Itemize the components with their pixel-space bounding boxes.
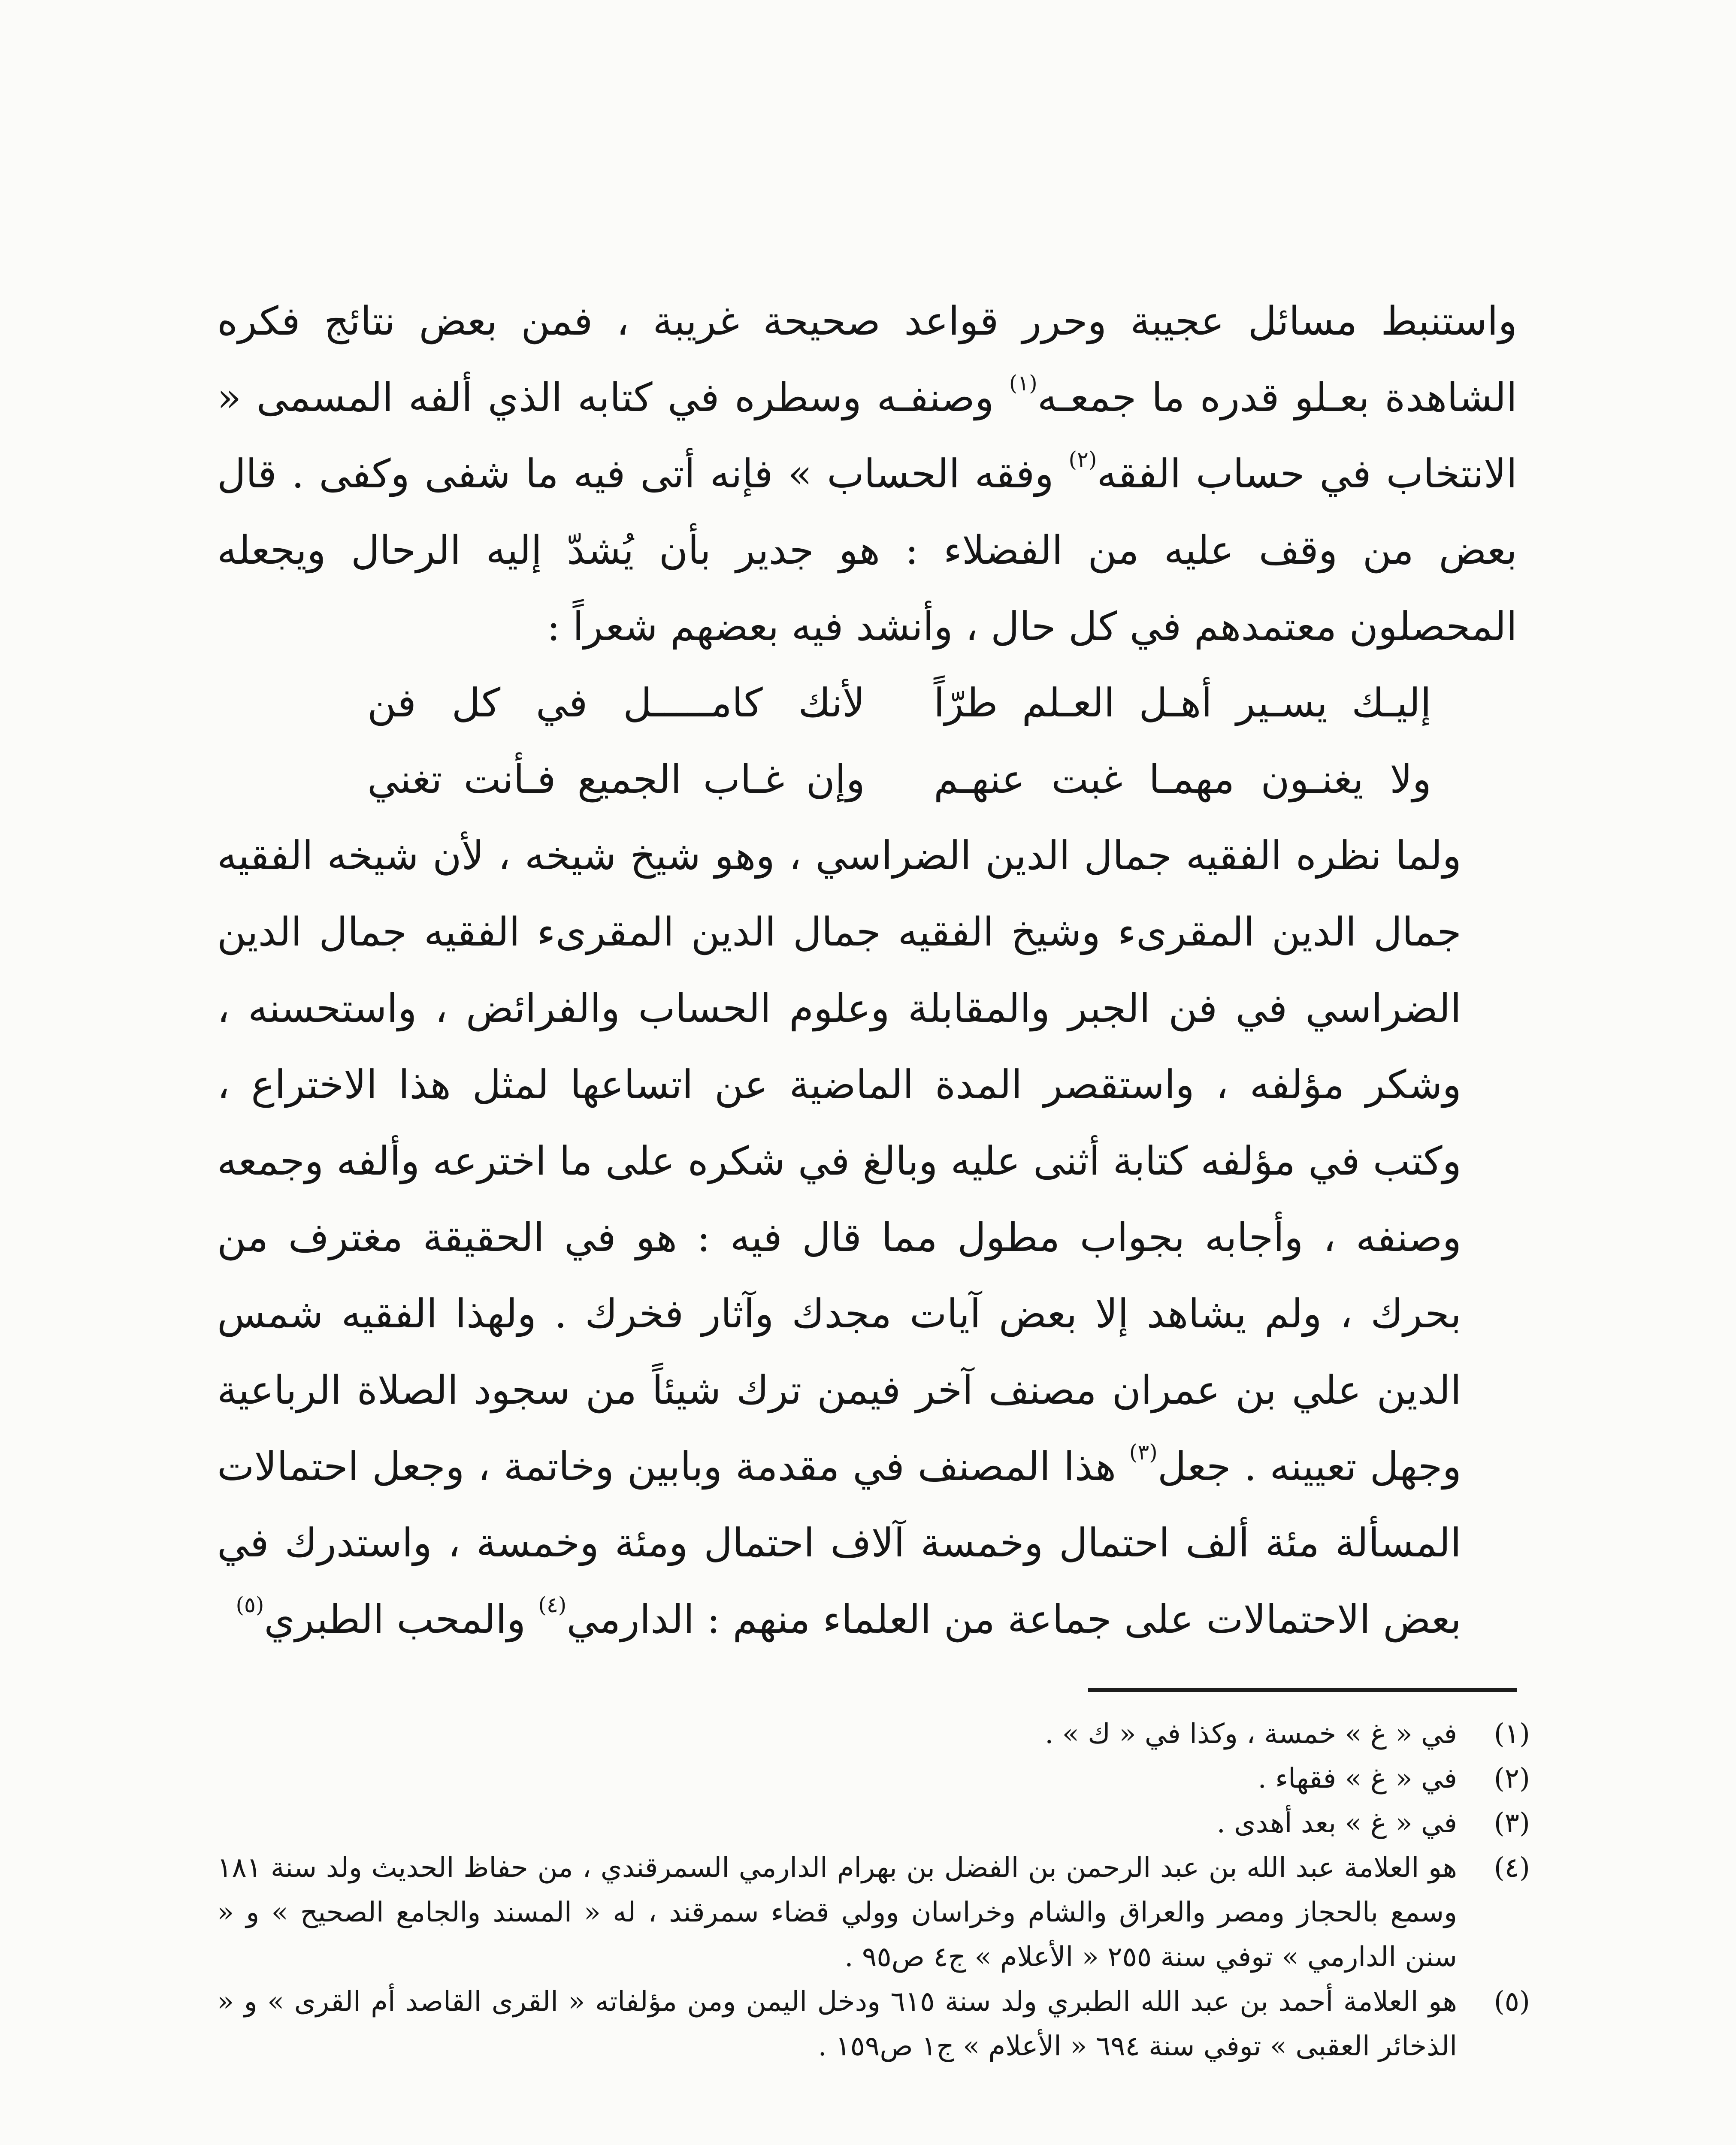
verse-line-2 — [367, 741, 1431, 818]
footnote-3-text: في « غ » بعد أهدى . — [1216, 1807, 1457, 1839]
paragraph-1-part-c: وفقه الحساب » فإنه أتى فيه ما شفى وكفى . قال بعض من وقف عليه من الفضلاء : هو جدير بأن يُشدّ إليه الرحال ويجعله المحصلون معتمدهم في كل حال ، وأنشد فيه بعضهم شعراً : — [217, 451, 1517, 650]
footnote-ref-3: (٣) — [1129, 1440, 1158, 1465]
paragraph-2-part-b: هذا المصنف في مقدمة وبابين وخاتمة ، وجعل احتمالات المسألة مئة ألف احتمال وخمسة آلاف احتمال ومئة وخمسة ، واستدرك في بعض الاحتمالات على جماعة من العلماء منهم : الدارمي — [217, 1444, 1461, 1642]
footnote-1-text: في « غ » خمسة ، وكذا في « ك » . — [1045, 1718, 1457, 1750]
footnote-3-number: (٣) — [1494, 1807, 1530, 1839]
footnote-2 — [217, 1756, 1530, 1801]
footnote-5-text: هو العلامة أحمد بن عبد الله الطبري ولد سنة ٦١٥ ودخل اليمن ومن مؤلفاته « القرى القاصد أم القرى » و « الذخائر العقبى » توفي سنة ٦٩٤ « الأعلام » ج١ ص١٥٩ . — [217, 1986, 1458, 2062]
footnote-5-number: (٥) — [1494, 1986, 1530, 2018]
footnote-2-number: (٢) — [1494, 1763, 1530, 1795]
footnote-5 — [217, 1979, 1530, 2069]
footnote-3 — [217, 1801, 1530, 1846]
verse-line-2-first-half: ولا يغنـون مهمـا غبت عنهـم — [934, 756, 1431, 802]
footnote-ref-5: (٥) — [236, 1592, 264, 1617]
paragraph-2-part-a: ولما نظره الفقيه جمال الدين الضراسي ، وهو شيخ شيخه ، لأن شيخه الفقيه جمال الدين المقرىء وشيخ الفقيه جمال الدين المقرىء الفقيه جمال الدين الضراسي في فن الجبر والمقابلة وعلوم الحساب والفرائض ، واستحسنه ، وشكر مؤلفه ، واستقصر المدة الماضية عن اتساعها لمثل هذا الاختراع ، وكتب في مؤلفه كتابة أثنى عليه وبالغ في شكره على ما اخترعه وألفه وجمعه وصنفه ، وأجابه بجواب مطول مما قال فيه : هو في الحقيقة مغترف من بحرك ، ولم يشاهد إلا بعض آيات مجدك وآثار فخرك . ولهذا الفقيه شمس الدين علي بن عمران مصنف آخر فيمن ترك شيئاً من سجود الصلاة الرباعية وجهل تعيينه . جعل — [217, 833, 1461, 1489]
poem-verse — [367, 665, 1431, 818]
paragraph-2-part-c: والمحب الطبري — [264, 1596, 538, 1642]
verse-line-1-first-half: إليـك يسـير أهـل العـلم طرّاً — [934, 680, 1431, 726]
footnote-ref-1: (١) — [1009, 371, 1037, 396]
footnote-2-text: في « غ » فقهاء . — [1258, 1763, 1457, 1795]
footnote-1-number: (١) — [1494, 1718, 1530, 1750]
paragraph-1 — [217, 283, 1517, 665]
footnote-ref-2: (٢) — [1068, 447, 1097, 472]
footnote-divider — [1088, 1688, 1517, 1692]
paragraph-1-part-a: واستنبط مسائل عجيبة وحرر قواعد صحيحة غريبة ، فمن بعض نتائج فكره الشاهدة بعـلو قدره ما جمعـه — [217, 298, 1517, 420]
footnote-4-number: (٤) — [1494, 1852, 1530, 1884]
main-text — [217, 283, 1517, 1658]
footnote-1 — [217, 1712, 1530, 1756]
footnote-ref-4: (٤) — [538, 1592, 567, 1617]
paragraph-2 — [217, 818, 1517, 1658]
footnotes — [217, 1712, 1530, 2069]
footnote-4-text: هو العلامة عبد الله بن عبد الرحمن بن الفضل بن بهرام الدارمي السمرقندي ، من حفاظ الحديث ولد سنة ١٨١ وسمع بالحجاز ومصر والعراق والشام وخراسان وولي قضاء سمرقند ، له « المسند والجامع الصحيح » و « سنن الدارمي » توفي سنة ٢٥٥ « الأعلام » ج٤ ص٩٥ . — [217, 1852, 1457, 1973]
verse-line-2-second-half: وإن غـاب الجميع فـأنت تغني — [367, 756, 865, 802]
footnote-4 — [217, 1846, 1530, 1979]
verse-line-1-second-half: لأنك كامـــــل في كل فن — [367, 680, 865, 726]
paragraph-1-part-b: وصنفـه وسطره في كتابه الذي ألفه المسمى « الانتخاب في حساب الفقه — [217, 375, 1517, 497]
verse-line-1 — [367, 665, 1431, 741]
